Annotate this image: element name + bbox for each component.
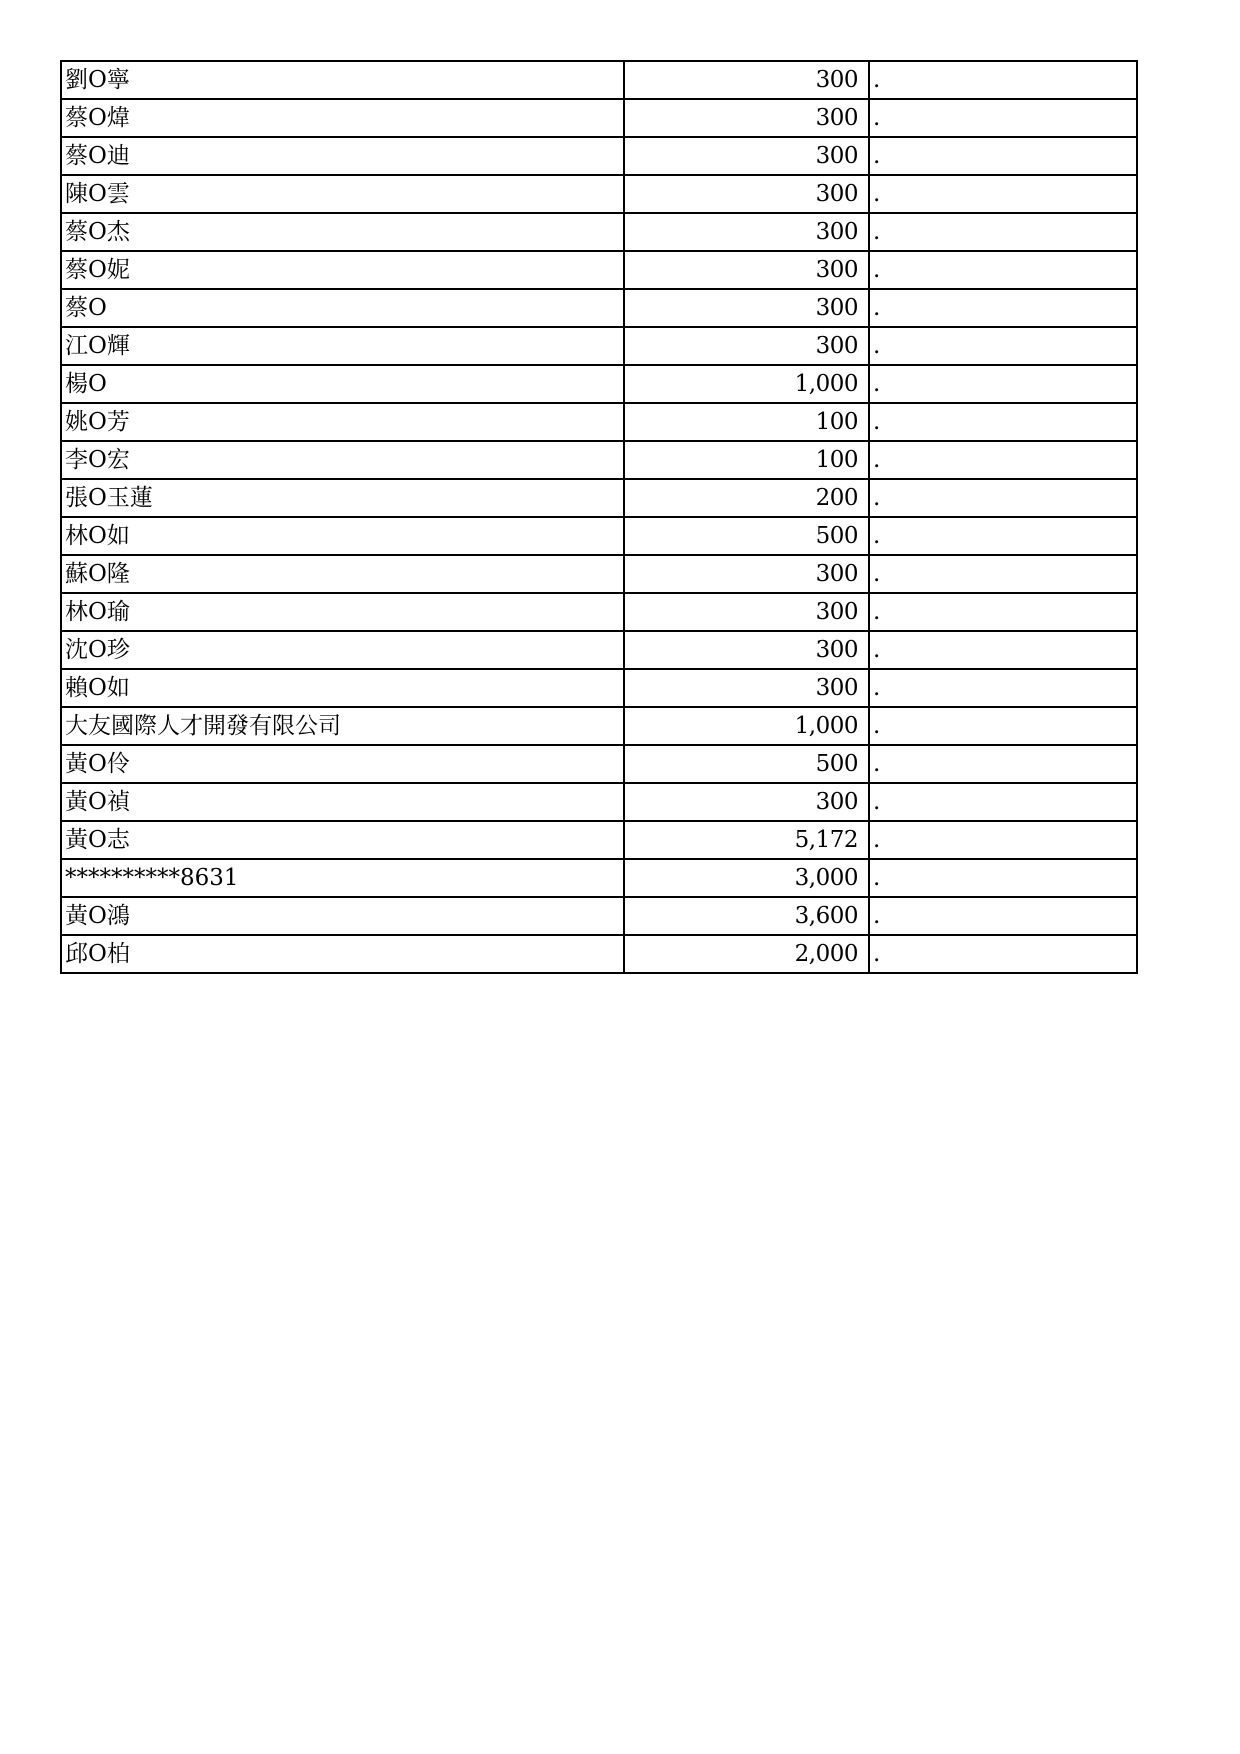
table-row xyxy=(61,365,1137,403)
note-cell: . xyxy=(869,555,1137,593)
donor-name-cell: 江O輝 xyxy=(61,327,624,365)
table-row xyxy=(61,479,1137,517)
table-row xyxy=(61,897,1137,935)
amount-cell: 100 xyxy=(624,441,869,479)
donor-name-cell: 李O宏 xyxy=(61,441,624,479)
amount-cell: 300 xyxy=(624,327,869,365)
amount-cell: 500 xyxy=(624,745,869,783)
amount-cell: 300 xyxy=(624,175,869,213)
note-cell: . xyxy=(869,403,1137,441)
note-cell: . xyxy=(869,935,1137,973)
table-row xyxy=(61,61,1137,99)
donor-name-cell: 黃O禎 xyxy=(61,783,624,821)
amount-cell: 300 xyxy=(624,213,869,251)
donor-name-cell: 邱O柏 xyxy=(61,935,624,973)
donor-name-cell: 陳O雲 xyxy=(61,175,624,213)
note-cell: . xyxy=(869,745,1137,783)
amount-cell: 300 xyxy=(624,631,869,669)
amount-cell: 300 xyxy=(624,289,869,327)
table-row xyxy=(61,175,1137,213)
table-row xyxy=(61,441,1137,479)
note-cell: . xyxy=(869,99,1137,137)
donor-name-cell: **********8631 xyxy=(61,859,624,897)
donor-name-cell: 蔡O煒 xyxy=(61,99,624,137)
table-row xyxy=(61,745,1137,783)
note-cell: . xyxy=(869,707,1137,745)
table-row xyxy=(61,327,1137,365)
table-row xyxy=(61,555,1137,593)
table-row xyxy=(61,251,1137,289)
table-row xyxy=(61,517,1137,555)
table-row xyxy=(61,669,1137,707)
amount-cell: 100 xyxy=(624,403,869,441)
amount-cell: 300 xyxy=(624,783,869,821)
note-cell: . xyxy=(869,593,1137,631)
donor-name-cell: 黃O鴻 xyxy=(61,897,624,935)
note-cell: . xyxy=(869,441,1137,479)
table-row xyxy=(61,631,1137,669)
table-row xyxy=(61,99,1137,137)
note-cell: . xyxy=(869,517,1137,555)
note-cell: . xyxy=(869,61,1137,99)
table-row xyxy=(61,935,1137,973)
amount-cell: 1,000 xyxy=(624,365,869,403)
amount-cell: 2,000 xyxy=(624,935,869,973)
amount-cell: 500 xyxy=(624,517,869,555)
note-cell: . xyxy=(869,669,1137,707)
donor-name-cell: 蘇O隆 xyxy=(61,555,624,593)
table-row xyxy=(61,213,1137,251)
note-cell: . xyxy=(869,289,1137,327)
amount-cell: 300 xyxy=(624,99,869,137)
donor-name-cell: 沈O珍 xyxy=(61,631,624,669)
note-cell: . xyxy=(869,175,1137,213)
note-cell: . xyxy=(869,479,1137,517)
amount-cell: 5,172 xyxy=(624,821,869,859)
donor-name-cell: 劉O寧 xyxy=(61,61,624,99)
note-cell: . xyxy=(869,783,1137,821)
amount-cell: 300 xyxy=(624,555,869,593)
note-cell: . xyxy=(869,327,1137,365)
donor-name-cell: 蔡O xyxy=(61,289,624,327)
note-cell: . xyxy=(869,251,1137,289)
donor-name-cell: 姚O芳 xyxy=(61,403,624,441)
table-row xyxy=(61,403,1137,441)
donation-table xyxy=(60,60,1138,974)
donor-name-cell: 林O如 xyxy=(61,517,624,555)
note-cell: . xyxy=(869,137,1137,175)
donation-table-body xyxy=(61,61,1137,973)
table-row xyxy=(61,783,1137,821)
donor-name-cell: 林O瑜 xyxy=(61,593,624,631)
amount-cell: 300 xyxy=(624,137,869,175)
donor-name-cell: 黃O志 xyxy=(61,821,624,859)
table-row xyxy=(61,821,1137,859)
table-row xyxy=(61,707,1137,745)
note-cell: . xyxy=(869,897,1137,935)
amount-cell: 200 xyxy=(624,479,869,517)
amount-cell: 300 xyxy=(624,593,869,631)
donor-name-cell: 蔡O杰 xyxy=(61,213,624,251)
amount-cell: 300 xyxy=(624,251,869,289)
note-cell: . xyxy=(869,821,1137,859)
table-row xyxy=(61,289,1137,327)
donor-name-cell: 黃O伶 xyxy=(61,745,624,783)
amount-cell: 300 xyxy=(624,669,869,707)
donor-name-cell: 蔡O妮 xyxy=(61,251,624,289)
table-row xyxy=(61,859,1137,897)
note-cell: . xyxy=(869,365,1137,403)
table-row xyxy=(61,137,1137,175)
donor-name-cell: 張O玉蓮 xyxy=(61,479,624,517)
amount-cell: 1,000 xyxy=(624,707,869,745)
amount-cell: 3,000 xyxy=(624,859,869,897)
amount-cell: 300 xyxy=(624,61,869,99)
amount-cell: 3,600 xyxy=(624,897,869,935)
note-cell: . xyxy=(869,631,1137,669)
donor-name-cell: 蔡O迪 xyxy=(61,137,624,175)
note-cell: . xyxy=(869,859,1137,897)
note-cell: . xyxy=(869,213,1137,251)
table-row xyxy=(61,593,1137,631)
donor-name-cell: 大友國際人才開發有限公司 xyxy=(61,707,624,745)
donor-name-cell: 賴O如 xyxy=(61,669,624,707)
donor-name-cell: 楊O xyxy=(61,365,624,403)
